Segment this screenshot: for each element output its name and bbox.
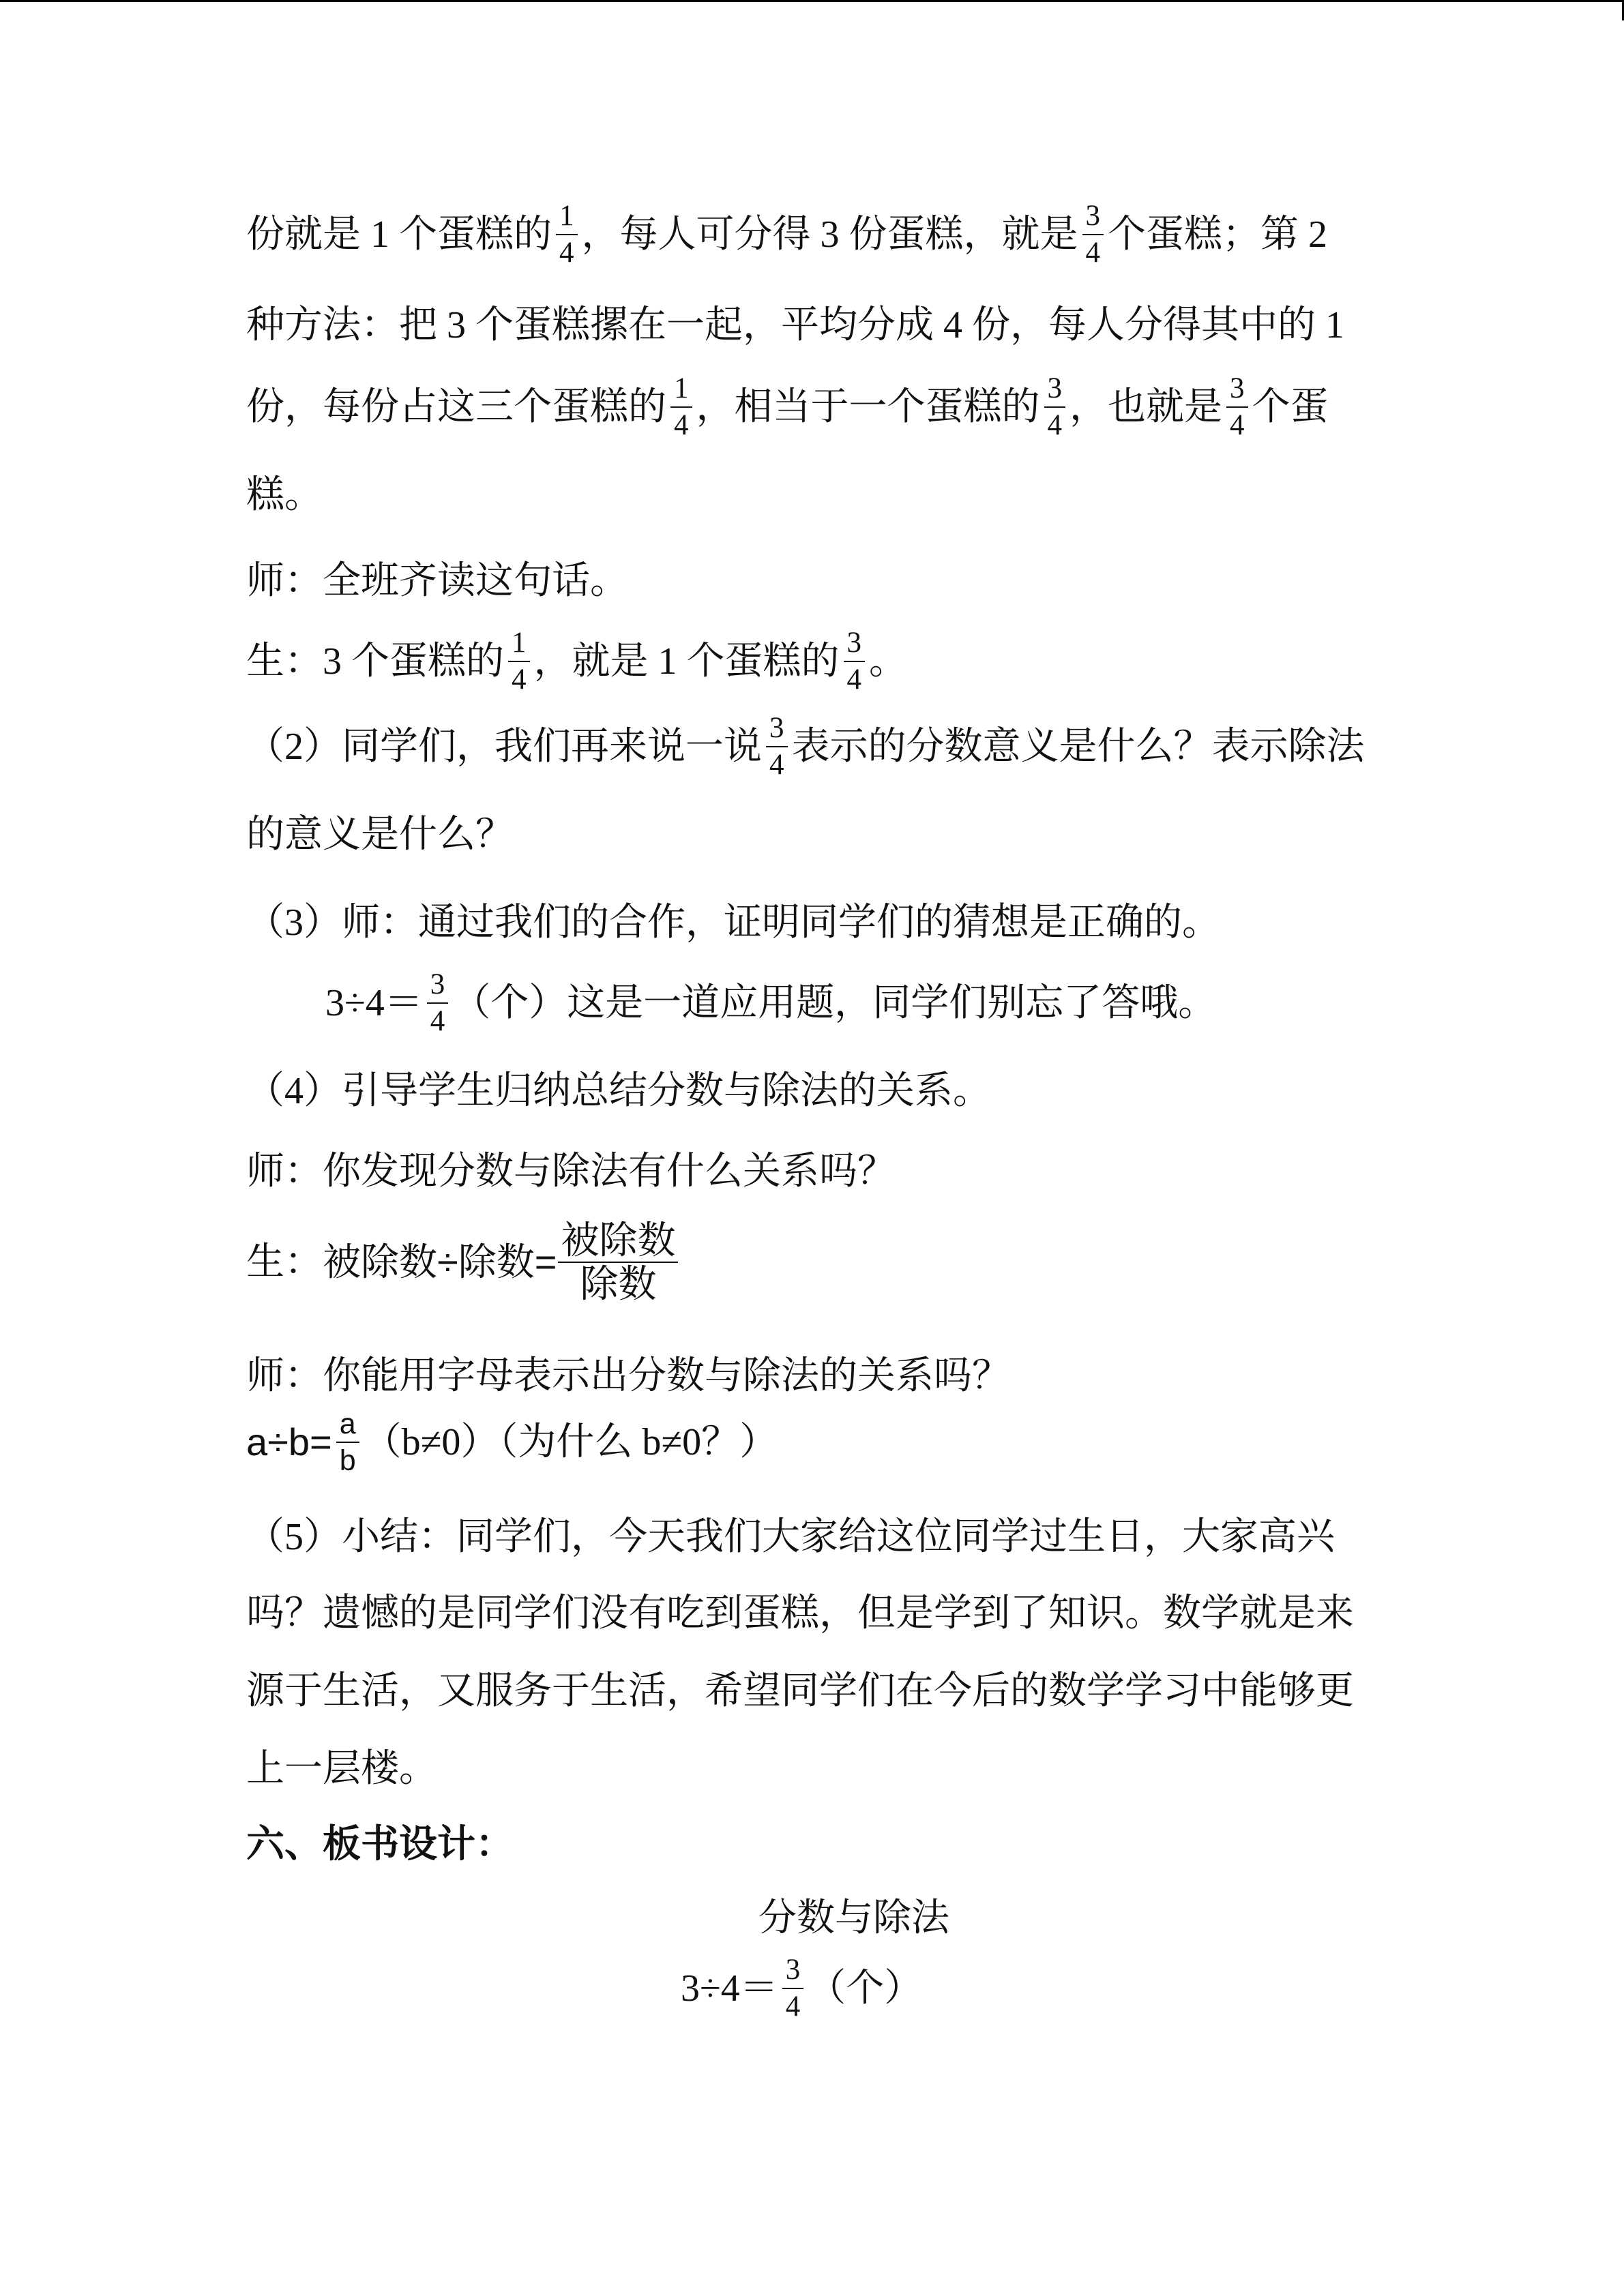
- text-line: [246, 1349, 1010, 1403]
- text-segment: 糕。: [246, 474, 323, 516]
- fraction-denominator: 除数: [580, 1262, 657, 1305]
- fraction-denominator: 4: [512, 664, 527, 696]
- equation-line: [246, 1219, 679, 1305]
- fraction-denominator: 4: [769, 749, 784, 781]
- fraction: [558, 1219, 678, 1305]
- fraction-denominator: 4: [1047, 409, 1062, 441]
- equation-line: [325, 968, 1217, 1037]
- text-segment: 生：: [246, 1241, 323, 1283]
- text-segment: 师：你发现分数与除法有什么关系吗？: [246, 1150, 896, 1193]
- text-segment: （b≠0）（为什么 b≠0？）: [363, 1421, 778, 1463]
- fraction-denominator: 4: [430, 1005, 445, 1037]
- fraction-numerator: 被除数: [561, 1219, 676, 1262]
- text-line: [246, 1586, 1354, 1641]
- fraction-denominator: 4: [1230, 409, 1245, 441]
- fraction-numerator: 3: [1047, 372, 1062, 404]
- text-segment: （5）小结：同学们，今天我们大家给这位同学过生日，大家高兴: [246, 1516, 1335, 1558]
- text-segment: ，每人可分得 3 份蛋糕，就是: [581, 213, 1078, 256]
- fraction-denominator: 4: [559, 237, 574, 269]
- fraction-numerator: 3: [785, 1954, 801, 1986]
- text-segment: 表示的分数意义是什么？表示除法: [791, 726, 1365, 768]
- text-segment: 个蛋: [1252, 386, 1329, 428]
- equation-line: [246, 1407, 778, 1477]
- text-segment: 个蛋糕；第 2: [1108, 213, 1327, 256]
- page-border-top: [0, 0, 1624, 2]
- text-segment: ，就是 1 个蛋糕的: [533, 640, 840, 683]
- text-segment: （个）: [808, 1967, 923, 2010]
- fraction: [336, 1406, 359, 1478]
- fraction-numerator: 1: [674, 372, 689, 404]
- text-segment: 3÷4＝: [325, 982, 423, 1024]
- fraction: [427, 967, 449, 1039]
- section-heading: [246, 1817, 514, 1872]
- text-segment: 份就是 1 个蛋糕的: [246, 213, 552, 256]
- text-line: [246, 372, 1329, 441]
- text-segment: 种方法：把 3 个蛋糕摞在一起，平均分成 4 份，每人分得其中的 1: [246, 304, 1344, 346]
- fraction-numerator: 1: [559, 200, 574, 232]
- fraction-numerator: 3: [846, 627, 861, 659]
- text-segment: 师：全班齐读这句话。: [246, 560, 628, 602]
- text-segment: a÷b=: [246, 1420, 332, 1463]
- fraction: [1226, 371, 1248, 443]
- text-segment: 。: [869, 640, 907, 683]
- fraction-denominator: 4: [674, 409, 689, 441]
- text-line: [246, 298, 1344, 353]
- text-line: [246, 468, 323, 522]
- text-line: [246, 627, 907, 696]
- text-line: [246, 712, 1365, 781]
- text-line: [246, 1664, 1354, 1718]
- fraction-denominator: 4: [846, 664, 861, 696]
- fraction-numerator: a: [339, 1407, 356, 1440]
- fraction: [670, 371, 692, 443]
- text-segment: ，相当于一个蛋糕的: [696, 386, 1040, 428]
- text-line: [246, 895, 1220, 950]
- fraction-denominator: 4: [785, 1991, 801, 2023]
- text-segment: 源于生活，又服务于生活，希望同学们在今后的数学学习中能够更: [246, 1670, 1354, 1712]
- fraction: [1082, 198, 1104, 271]
- text-segment: 被除数÷除数=: [323, 1240, 557, 1283]
- text-line: [246, 200, 1327, 269]
- text-segment: （个）这是一道应用题，同学们别忘了答哦。: [452, 982, 1217, 1024]
- fraction: [1044, 371, 1066, 443]
- text-segment: 吗？遗憾的是同学们没有吃到蛋糕，但是学到了知识。数学就是来: [246, 1592, 1354, 1635]
- text-segment: 师：你能用字母表示出分数与除法的关系吗？: [246, 1355, 1010, 1397]
- fraction-numerator: 3: [1085, 200, 1100, 232]
- text-segment: （3）师：通过我们的合作，证明同学们的猜想是正确的。: [246, 901, 1220, 944]
- fraction-numerator: 1: [512, 627, 527, 659]
- fraction: [556, 198, 578, 271]
- text-segment: ，也就是: [1069, 386, 1222, 428]
- text-segment: （2）同学们，我们再来说一说: [246, 726, 762, 768]
- text-line: [246, 1064, 991, 1118]
- text-segment: （4）引导学生归纳总结分数与除法的关系。: [246, 1070, 991, 1112]
- fraction: [508, 625, 530, 698]
- board-equation: [681, 1954, 923, 2023]
- fraction: [782, 1952, 804, 2025]
- text-segment: 生：3 个蛋糕的: [246, 640, 504, 683]
- text-line: [246, 1510, 1335, 1564]
- fraction: [844, 625, 866, 698]
- fraction-denominator: 4: [1085, 237, 1100, 269]
- board-title-text: 分数与除法: [758, 1897, 949, 1939]
- text-line: [246, 1742, 437, 1796]
- text-line: [246, 807, 514, 862]
- fraction-numerator: 3: [769, 712, 784, 744]
- fraction-denominator: b: [339, 1444, 356, 1477]
- fraction-numerator: 3: [1230, 372, 1245, 404]
- board-title: [758, 1891, 949, 1945]
- fraction: [766, 711, 788, 783]
- text-segment: 份，每份占这三个蛋糕的: [246, 386, 666, 428]
- fraction-numerator: 3: [430, 968, 445, 1000]
- section-heading-text: 六、板书设计：: [246, 1823, 514, 1866]
- text-segment: 的意义是什么？: [246, 814, 514, 856]
- text-line: [246, 1144, 896, 1199]
- text-segment: 上一层楼。: [246, 1748, 437, 1790]
- text-segment: 3÷4＝: [681, 1967, 778, 2010]
- text-line: [246, 554, 628, 608]
